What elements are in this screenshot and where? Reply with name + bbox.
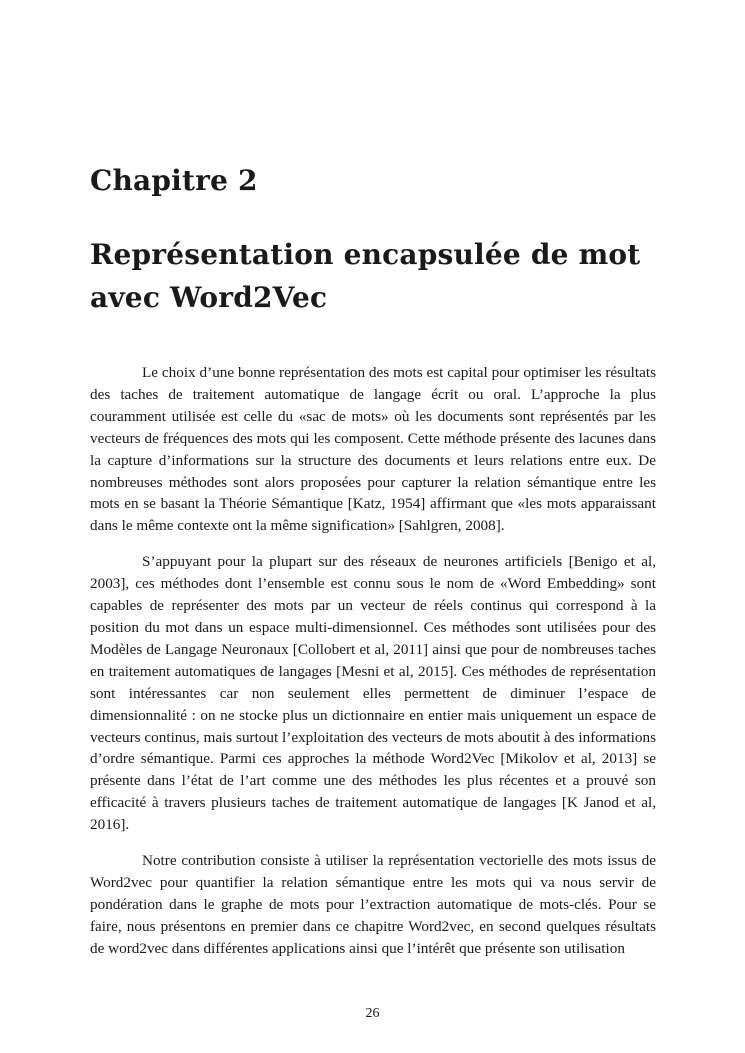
body-text [90,362,656,974]
paragraph: S’appuyant pour la plupart sur des réseaux de neurones artificiels [Benigo et al, 2003], ces méthodes dont l’ensemble est connu sous le nom de «Word Embedding» sont capables de représenter des mots par un vecteur de réels continus qui correspond à la position du mot dans un espace multi-dimensionnel. Ces méthodes sont utilisées pour des Modèles de Langage Neuronaux [Collobert et al, 2011] ainsi que pour de nombreuses taches en traitement automatiques de langages [Mesni et al, 2015]. Ces méthodes de représentation sont intéressantes car non seulement elles permettent de diminuer l’espace de dimensionnalité : on ne stocke plus un dictionnaire en entier mais uniquement un espace de vecteurs continus, mais surtout l’exploitation des vecteurs de mots aboutit à des informations d’ordre sémantique. Parmi ces approches la méthode Word2Vec [Mikolov et al, 2013] se présente dans l’état de l’art comme une des méthodes les plus récentes et a prouvé son efficacité à travers plusieurs taches de traitement automatique de langages [K Janod et al, 2016]. [90,553,656,834]
chapter-title: Représentation encapsulée de mot avec Word2Vec [90,238,641,314]
paragraph: Le choix d’une bonne représentation des mots est capital pour optimiser les résultats des taches de traitement automatique de langage écrit ou oral. L’approche la plus couramment utilisée est celle du «sac de mots» où les documents sont représentés par les vecteurs de fréquences des mots qui les composent. Cette méthode présente des lacunes dans la capture d’informations sur la structure des documents et leurs relations entre eux. De nombreuses méthodes sont alors proposées pour capturer la relation sémantique entre les mots en se basant la Théorie Sémantique [Katz, 1954] affirmant que «les mots apparaissant dans le même contexte ont la même signification» [Sahlgren, 2008]. [90,364,656,535]
chapter-label: Chapitre 2 [90,164,258,197]
page-number: 26 [365,1006,380,1021]
paragraph: Notre contribution consiste à utiliser la représentation vectorielle des mots issus de Word2vec pour quantifier la relation sémantique entre les mots qui va nous servir de pondération dans le graphe de mots pour l’extraction automatique de mots-clés. Pour se faire, nous présentons en premier dans ce chapitre Word2vec, en second quelques résultats de word2vec dans différentes applications ainsi que l’intérêt que présente son utilisation [90,852,656,957]
